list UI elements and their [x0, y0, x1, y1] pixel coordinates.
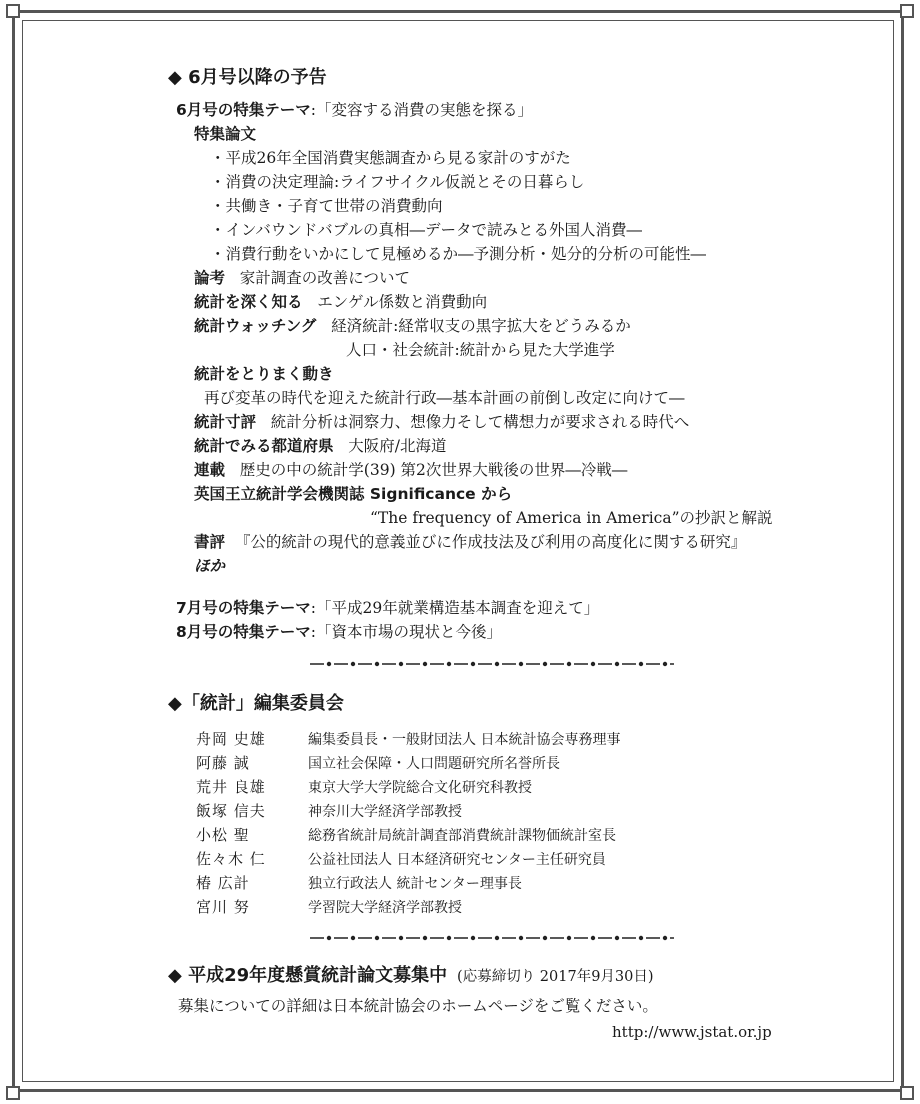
- june-theme-value: :「変容する消費の実態を探る」: [310, 101, 534, 119]
- special-articles-label: 特集論文: [194, 125, 257, 143]
- article-item: ・共働き・子育て世帯の消費動向: [210, 197, 443, 215]
- ronko-label: 論考: [194, 269, 226, 287]
- ronko-row: [194, 268, 410, 288]
- article-item: ・消費行動をいかにして見極めるか―予測分析・処分的分析の可能性―: [210, 245, 707, 263]
- member-role: 公益社団法人 日本経済研究センター主任研究員: [308, 852, 606, 868]
- rensai-value: 歴史の中の統計学(39) 第2次世界大戦後の世界―冷戦―: [239, 461, 628, 479]
- member-role: 独立行政法人 統計センター理事長: [308, 876, 522, 892]
- rensai-label: 連載: [194, 461, 226, 479]
- june-theme-label: 6月号の特集テーマ: [176, 101, 311, 119]
- pref-label: 統計でみる都道府県: [194, 437, 334, 455]
- article-item: ・インバウンドバブルの真相―データで読みとる外国人消費―: [210, 221, 642, 239]
- member-role: 神奈川大学経済学部教授: [308, 804, 462, 820]
- contest-row: [168, 966, 654, 987]
- sunpyo-value: 統計分析は洞察力、想像力そして構想力が要求される時代へ: [270, 413, 690, 431]
- contest-heading: ◆ 平成29年度懸賞統計論文募集中: [168, 965, 448, 986]
- pref-value: 大阪府/北海道: [348, 437, 447, 455]
- deep-label: 統計を深く知る: [194, 293, 303, 311]
- member-role: 国立社会保障・人口問題研究所名誉所長: [308, 756, 560, 772]
- pref-row: [194, 436, 447, 456]
- surround-value: 再び変革の時代を迎えた統計行政―基本計画の前倒し改定に向けて―: [204, 389, 685, 407]
- deep-value: エンゲル係数と消費動向: [317, 293, 488, 311]
- contest-details: 募集についての詳細は日本統計協会のホームページをご覧ください。: [178, 997, 658, 1015]
- surround-label: 統計をとりまく動き: [194, 365, 334, 383]
- august-theme-label: 8月号の特集テーマ: [176, 623, 311, 641]
- watching-value-social: 人口・社会統計:統計から見た大学進学: [346, 341, 615, 359]
- deep-row: [194, 292, 487, 312]
- watching-label: 統計ウォッチング: [194, 317, 317, 335]
- july-theme: [176, 598, 599, 618]
- member-name: 宮川 努: [196, 898, 250, 916]
- member-role: 総務省統計局統計調査部消費統計課物価統計室長: [308, 828, 616, 844]
- august-theme: [176, 622, 502, 642]
- preview-heading: ◆ 6月号以降の予告: [168, 67, 327, 88]
- contest-deadline: (応募締切り 2017年9月30日): [457, 969, 654, 985]
- member-role: 学習院大学経済学部教授: [308, 900, 462, 916]
- watching-value-economic: 経済統計:経常収支の黒字拡大をどうみるか: [331, 317, 631, 335]
- member-role: 東京大学大学院総合文化研究科教授: [308, 780, 532, 796]
- association-url-link[interactable]: http://www.jstat.or.jp: [612, 1023, 772, 1041]
- member-name: 椿 広計: [196, 874, 250, 892]
- rss-value: “The frequency of America in America”の抄訳と解説: [370, 509, 773, 527]
- article-item: ・消費の決定理論:ライフサイクル仮説とその日暮らし: [210, 173, 585, 191]
- shohyo-row: [194, 532, 746, 552]
- shohyo-value: 『公的統計の現代的意義並びに作成技法及び利用の高度化に関する研究』: [234, 533, 747, 551]
- member-name: 阿藤 誠: [196, 754, 250, 772]
- member-name: 飯塚 信夫: [196, 802, 266, 820]
- member-name: 舟岡 史雄: [196, 730, 266, 748]
- july-theme-value: :「平成29年就業構造基本調査を迎えて」: [310, 599, 600, 617]
- sunpyo-row: [194, 412, 689, 432]
- member-name: 小松 聖: [196, 826, 250, 844]
- shohyo-label: 書評: [194, 533, 226, 551]
- watching-row: [194, 316, 631, 336]
- august-theme-value: :「資本市場の現状と今後」: [310, 623, 503, 641]
- rensai-row: [194, 460, 627, 480]
- june-theme: [176, 100, 533, 120]
- article-item: ・平成26年全国消費実態調査から見る家計のすがた: [210, 149, 571, 167]
- dash-dot-divider: [310, 658, 674, 670]
- dash-dot-divider: [310, 932, 674, 944]
- sunpyo-label: 統計寸評: [194, 413, 257, 431]
- member-name: 佐々木 仁: [196, 850, 266, 868]
- july-theme-label: 7月号の特集テーマ: [176, 599, 311, 617]
- etc-label: ほか: [194, 557, 226, 575]
- ronko-value: 家計調査の改善について: [239, 269, 410, 287]
- member-role: 編集委員長・一般財団法人 日本統計協会専務理事: [308, 732, 621, 748]
- rss-label: 英国王立統計学会機関誌 Significance から: [194, 485, 513, 503]
- committee-heading: ◆「統計」編集委員会: [168, 693, 344, 714]
- member-name: 荒井 良雄: [196, 778, 266, 796]
